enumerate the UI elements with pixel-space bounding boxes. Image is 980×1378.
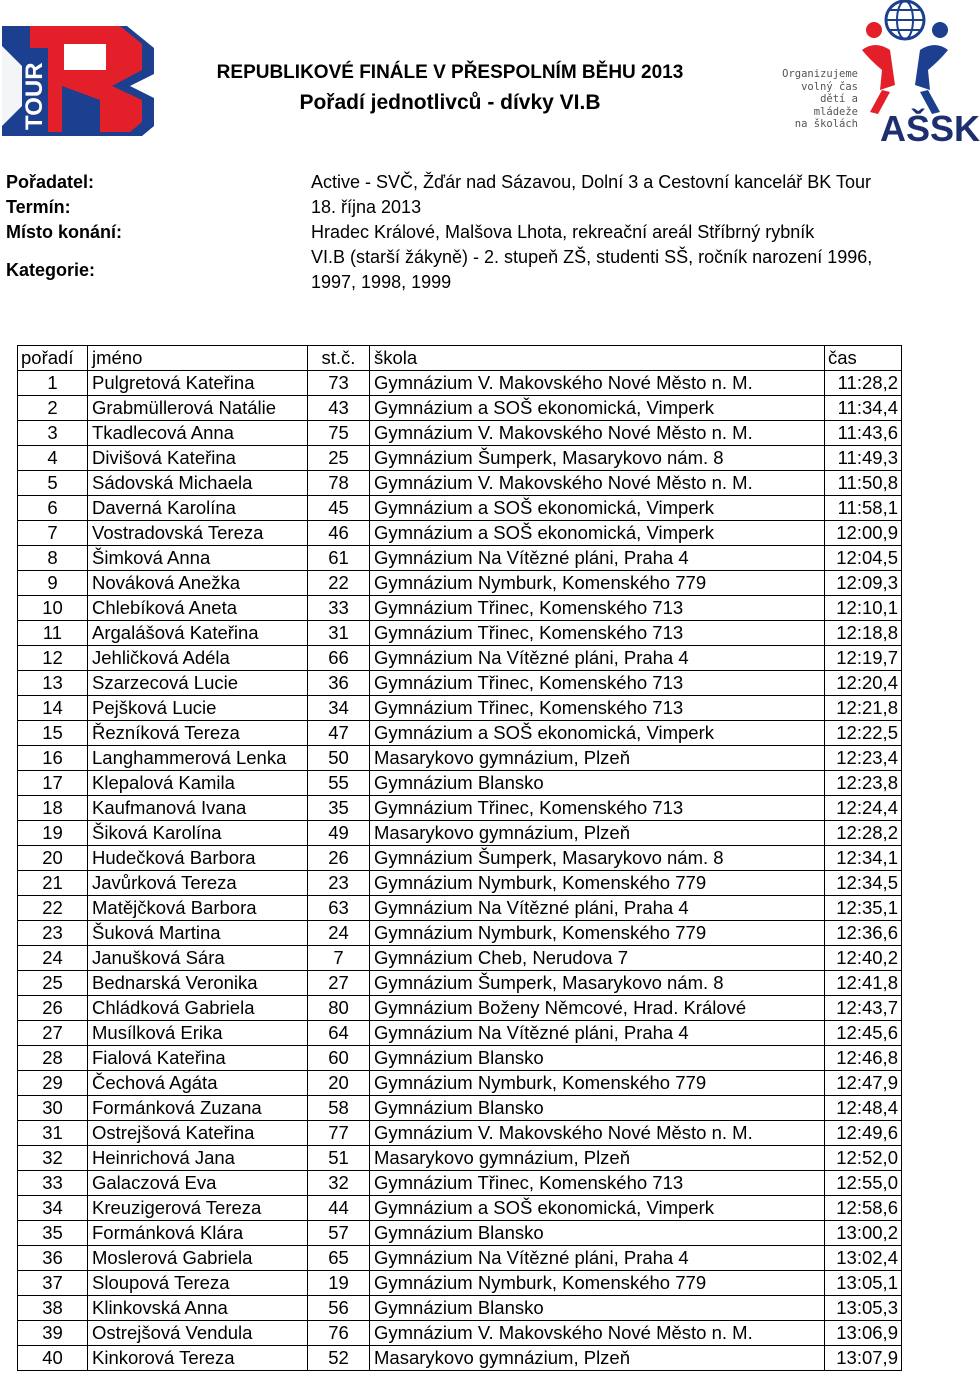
name-cell: Formánková Zuzana [88,1096,308,1121]
rank-cell: 39 [18,1321,88,1346]
name-cell: Janušková Sára [88,946,308,971]
school-cell: Masarykovo gymnázium, Plzeň [370,1146,825,1171]
school-cell: Gymnázium V. Makovského Nové Město n. M. [370,1121,825,1146]
table-row [18,871,902,896]
school-cell: Gymnázium Nymburk, Komenského 779 [370,1271,825,1296]
start-number-cell: 80 [308,996,370,1021]
table-row [18,446,902,471]
time-cell: 12:34,1 [825,846,902,871]
category-value-line1: VI.B (starší žákyně) - 2. stupeň ZŠ, studenti SŠ, ročník narození 1996, [311,247,873,267]
school-cell: Gymnázium Třinec, Komenského 713 [370,1171,825,1196]
page-title: REPUBLIKOVÉ FINÁLE V PŘESPOLNÍM BĚHU 2013 [216,62,684,83]
name-cell: Szarzecová Lucie [88,671,308,696]
name-cell: Langhammerová Lenka [88,746,308,771]
name-cell: Moslerová Gabriela [88,1246,308,1271]
name-cell: Divišová Kateřina [88,446,308,471]
table-row [18,371,902,396]
rank-cell: 1 [18,371,88,396]
rank-cell: 35 [18,1221,88,1246]
time-cell: 12:19,7 [825,646,902,671]
start-number-cell: 63 [308,896,370,921]
table-row [18,521,902,546]
time-cell: 13:02,4 [825,1246,902,1271]
start-number-cell: 19 [308,1271,370,1296]
name-cell: Daverná Karolína [88,496,308,521]
time-cell: 12:24,4 [825,796,902,821]
name-cell: Kinkorová Tereza [88,1346,308,1371]
time-cell: 11:34,4 [825,396,902,421]
assk-logo [770,0,980,150]
table-row [18,646,902,671]
rank-cell: 5 [18,471,88,496]
table-row [18,471,902,496]
name-cell: Kaufmanová Ivana [88,796,308,821]
time-cell: 12:10,1 [825,596,902,621]
start-number-cell: 56 [308,1296,370,1321]
table-row [18,1096,902,1121]
time-cell: 11:50,8 [825,471,902,496]
name-cell: Fialová Kateřina [88,1046,308,1071]
header-start-number: st.č. [308,346,370,371]
school-cell: Gymnázium a SOŠ ekonomická, Vimperk [370,496,825,521]
rank-cell: 3 [18,421,88,446]
name-cell: Vostradovská Tereza [88,521,308,546]
rank-cell: 26 [18,996,88,1021]
name-cell: Nováková Anežka [88,571,308,596]
table-row [18,996,902,1021]
rank-cell: 28 [18,1046,88,1071]
table-row [18,971,902,996]
time-cell: 12:45,6 [825,1021,902,1046]
name-cell: Klinkovská Anna [88,1296,308,1321]
rank-cell: 21 [18,871,88,896]
time-cell: 12:46,8 [825,1046,902,1071]
start-number-cell: 27 [308,971,370,996]
school-cell: Gymnázium Na Vítězné pláni, Praha 4 [370,1246,825,1271]
rank-cell: 23 [18,921,88,946]
start-number-cell: 49 [308,821,370,846]
table-row [18,1171,902,1196]
name-cell: Hudečková Barbora [88,846,308,871]
organizer-label: Pořadatel: [6,172,95,192]
school-cell: Gymnázium V. Makovského Nové Město n. M. [370,421,825,446]
page-subtitle: Pořadí jednotlivců - dívky VI.B [299,91,601,114]
time-cell: 12:22,5 [825,721,902,746]
name-cell: Řezníková Tereza [88,721,308,746]
header-time: čas [825,346,902,371]
time-cell: 13:07,9 [825,1346,902,1371]
table-row [18,1346,902,1371]
table-row [18,546,902,571]
rank-cell: 10 [18,596,88,621]
start-number-cell: 20 [308,1071,370,1096]
name-cell: Klepalová Kamila [88,771,308,796]
start-number-cell: 23 [308,871,370,896]
name-cell: Javůrková Tereza [88,871,308,896]
table-row [18,946,902,971]
school-cell: Gymnázium Třinec, Komenského 713 [370,671,825,696]
table-row [18,1221,902,1246]
rank-cell: 36 [18,1246,88,1271]
time-cell: 13:05,3 [825,1296,902,1321]
start-number-cell: 65 [308,1246,370,1271]
school-cell: Gymnázium Třinec, Komenského 713 [370,696,825,721]
school-cell: Gymnázium Šumperk, Masarykovo nám. 8 [370,971,825,996]
time-cell: 13:05,1 [825,1271,902,1296]
time-cell: 13:00,2 [825,1221,902,1246]
name-cell: Jehličková Adéla [88,646,308,671]
time-cell: 12:00,9 [825,521,902,546]
school-cell: Gymnázium Na Vítězné pláni, Praha 4 [370,646,825,671]
time-cell: 12:23,4 [825,746,902,771]
school-cell: Gymnázium a SOŠ ekonomická, Vimperk [370,396,825,421]
organizer-value: Active - SVČ, Žďár nad Sázavou, Dolní 3 a Cestovní kancelář BK Tour [311,172,871,192]
table-row [18,496,902,521]
time-cell: 12:58,6 [825,1196,902,1221]
school-cell: Gymnázium Nymburk, Komenského 779 [370,921,825,946]
name-cell: Galaczová Eva [88,1171,308,1196]
start-number-cell: 35 [308,796,370,821]
name-cell: Heinrichová Jana [88,1146,308,1171]
name-cell: Formánková Klára [88,1221,308,1246]
table-row [18,1021,902,1046]
date-value: 18. října 2013 [311,197,422,217]
start-number-cell: 31 [308,621,370,646]
name-cell: Argalášová Kateřina [88,621,308,646]
name-cell: Sloupová Tereza [88,1271,308,1296]
rank-cell: 13 [18,671,88,696]
rank-cell: 12 [18,646,88,671]
name-cell: Matějčková Barbora [88,896,308,921]
school-cell: Gymnázium a SOŠ ekonomická, Vimperk [370,1196,825,1221]
table-row [18,821,902,846]
school-cell: Masarykovo gymnázium, Plzeň [370,821,825,846]
start-number-cell: 75 [308,421,370,446]
name-cell: Pulgretová Kateřina [88,371,308,396]
rank-cell: 30 [18,1096,88,1121]
assk-logo-text: AŠSK [880,108,980,149]
start-number-cell: 25 [308,446,370,471]
time-cell: 12:35,1 [825,896,902,921]
school-cell: Gymnázium Blansko [370,1296,825,1321]
table-row [18,671,902,696]
rank-cell: 25 [18,971,88,996]
school-cell: Gymnázium Blansko [370,1046,825,1071]
assk-tagline-line: dětí a mládeže [813,93,858,118]
table-row [18,1196,902,1221]
school-cell: Gymnázium Třinec, Komenského 713 [370,596,825,621]
assk-tagline-line: na školách [794,118,858,130]
date-label: Termín: [6,197,71,217]
start-number-cell: 55 [308,771,370,796]
school-cell: Masarykovo gymnázium, Plzeň [370,746,825,771]
table-row [18,1246,902,1271]
rank-cell: 24 [18,946,88,971]
time-cell: 11:28,2 [825,371,902,396]
rank-cell: 37 [18,1271,88,1296]
time-cell: 12:41,8 [825,971,902,996]
start-number-cell: 33 [308,596,370,621]
table-row [18,1296,902,1321]
school-cell: Gymnázium Blansko [370,1221,825,1246]
start-number-cell: 51 [308,1146,370,1171]
time-cell: 12:18,8 [825,621,902,646]
time-cell: 12:20,4 [825,671,902,696]
category-value-line2: 1997, 1998, 1999 [311,272,452,292]
time-cell: 13:06,9 [825,1321,902,1346]
time-cell: 12:04,5 [825,546,902,571]
start-number-cell: 44 [308,1196,370,1221]
school-cell: Gymnázium Nymburk, Komenského 779 [370,871,825,896]
table-row [18,1071,902,1096]
start-number-cell: 50 [308,746,370,771]
table-row [18,1121,902,1146]
rank-cell: 34 [18,1196,88,1221]
table-row [18,571,902,596]
name-cell: Grabmüllerová Natálie [88,396,308,421]
school-cell: Gymnázium Na Vítězné pláni, Praha 4 [370,1021,825,1046]
rank-cell: 15 [18,721,88,746]
start-number-cell: 77 [308,1121,370,1146]
name-cell: Chlebíková Aneta [88,596,308,621]
rank-cell: 29 [18,1071,88,1096]
rank-cell: 40 [18,1346,88,1371]
category-label: Kategorie: [6,260,96,280]
name-cell: Ostrejšová Kateřina [88,1121,308,1146]
start-number-cell: 24 [308,921,370,946]
name-cell: Šiková Karolína [88,821,308,846]
school-cell: Gymnázium V. Makovského Nové Město n. M. [370,1321,825,1346]
time-cell: 12:21,8 [825,696,902,721]
rank-cell: 6 [18,496,88,521]
results-body [18,371,902,1371]
name-cell: Bednarská Veronika [88,971,308,996]
time-cell: 12:23,8 [825,771,902,796]
table-row [18,1046,902,1071]
start-number-cell: 73 [308,371,370,396]
school-cell: Gymnázium V. Makovského Nové Město n. M. [370,471,825,496]
time-cell: 12:28,2 [825,821,902,846]
start-number-cell: 34 [308,696,370,721]
table-row [18,771,902,796]
name-cell: Chládková Gabriela [88,996,308,1021]
rank-cell: 27 [18,1021,88,1046]
name-cell: Musílková Erika [88,1021,308,1046]
table-row [18,696,902,721]
table-row [18,396,902,421]
time-cell: 11:49,3 [825,446,902,471]
school-cell: Gymnázium Šumperk, Masarykovo nám. 8 [370,446,825,471]
rank-cell: 31 [18,1121,88,1146]
rank-cell: 9 [18,571,88,596]
rank-cell: 22 [18,896,88,921]
rank-cell: 38 [18,1296,88,1321]
table-row [18,746,902,771]
time-cell: 11:58,1 [825,496,902,521]
start-number-cell: 7 [308,946,370,971]
rank-cell: 14 [18,696,88,721]
name-cell: Sádovská Michaela [88,471,308,496]
time-cell: 12:40,2 [825,946,902,971]
time-cell: 12:36,6 [825,921,902,946]
school-cell: Gymnázium Na Vítězné pláni, Praha 4 [370,896,825,921]
start-number-cell: 76 [308,1321,370,1346]
tour-logo-text: TOUR [21,62,48,130]
assk-tagline [778,68,858,131]
assk-tagline-line: Organizujeme [782,68,858,80]
school-cell: Gymnázium Šumperk, Masarykovo nám. 8 [370,846,825,871]
school-cell: Gymnázium a SOŠ ekonomická, Vimperk [370,521,825,546]
start-number-cell: 52 [308,1346,370,1371]
school-cell: Gymnázium Třinec, Komenského 713 [370,621,825,646]
school-cell: Gymnázium Cheb, Nerudova 7 [370,946,825,971]
school-cell: Gymnázium Boženy Němcové, Hrad. Králové [370,996,825,1021]
start-number-cell: 60 [308,1046,370,1071]
time-cell: 12:47,9 [825,1071,902,1096]
table-row [18,1271,902,1296]
school-cell: Gymnázium Třinec, Komenského 713 [370,796,825,821]
rank-cell: 8 [18,546,88,571]
table-row [18,796,902,821]
table-row [18,1146,902,1171]
table-row [18,1321,902,1346]
name-cell: Kreuzigerová Tereza [88,1196,308,1221]
header-rank: pořadí [18,346,88,371]
results-table [17,345,902,1371]
table-row [18,846,902,871]
school-cell: Gymnázium Nymburk, Komenského 779 [370,1071,825,1096]
name-cell: Ostrejšová Vendula [88,1321,308,1346]
start-number-cell: 45 [308,496,370,521]
rank-cell: 32 [18,1146,88,1171]
start-number-cell: 66 [308,646,370,671]
table-row [18,896,902,921]
venue-label: Místo konání: [6,222,122,242]
name-cell: Šuková Martina [88,921,308,946]
table-row [18,721,902,746]
time-cell: 12:48,4 [825,1096,902,1121]
school-cell: Gymnázium a SOŠ ekonomická, Vimperk [370,721,825,746]
rank-cell: 33 [18,1171,88,1196]
rank-cell: 18 [18,796,88,821]
school-cell: Gymnázium Blansko [370,771,825,796]
name-cell: Čechová Agáta [88,1071,308,1096]
rank-cell: 11 [18,621,88,646]
venue-value: Hradec Králové, Malšova Lhota, rekreační areál Stříbrný rybník [311,222,815,242]
start-number-cell: 78 [308,471,370,496]
rank-cell: 7 [18,521,88,546]
start-number-cell: 36 [308,671,370,696]
start-number-cell: 22 [308,571,370,596]
school-cell: Gymnázium Nymburk, Komenského 779 [370,571,825,596]
rank-cell: 20 [18,846,88,871]
start-number-cell: 46 [308,521,370,546]
time-cell: 12:52,0 [825,1146,902,1171]
school-cell: Gymnázium Blansko [370,1096,825,1121]
start-number-cell: 47 [308,721,370,746]
header-school: škola [370,346,825,371]
start-number-cell: 57 [308,1221,370,1246]
school-cell: Masarykovo gymnázium, Plzeň [370,1346,825,1371]
start-number-cell: 32 [308,1171,370,1196]
start-number-cell: 61 [308,546,370,571]
school-cell: Gymnázium V. Makovského Nové Město n. M. [370,371,825,396]
header-name: jméno [88,346,308,371]
start-number-cell: 58 [308,1096,370,1121]
time-cell: 12:34,5 [825,871,902,896]
name-cell: Šimková Anna [88,546,308,571]
rank-cell: 17 [18,771,88,796]
name-cell: Tkadlecová Anna [88,421,308,446]
time-cell: 12:43,7 [825,996,902,1021]
table-header-row [18,346,902,371]
table-row [18,596,902,621]
time-cell: 12:09,3 [825,571,902,596]
table-row [18,421,902,446]
time-cell: 12:55,0 [825,1171,902,1196]
start-number-cell: 43 [308,396,370,421]
time-cell: 11:43,6 [825,421,902,446]
assk-tagline-line: volný čas [801,80,858,93]
rank-cell: 19 [18,821,88,846]
start-number-cell: 64 [308,1021,370,1046]
table-row [18,621,902,646]
table-row [18,921,902,946]
rank-cell: 16 [18,746,88,771]
rank-cell: 2 [18,396,88,421]
time-cell: 12:49,6 [825,1121,902,1146]
rank-cell: 4 [18,446,88,471]
bk-tour-logo [2,26,154,136]
start-number-cell: 26 [308,846,370,871]
name-cell: Pejšková Lucie [88,696,308,721]
school-cell: Gymnázium Na Vítězné pláni, Praha 4 [370,546,825,571]
